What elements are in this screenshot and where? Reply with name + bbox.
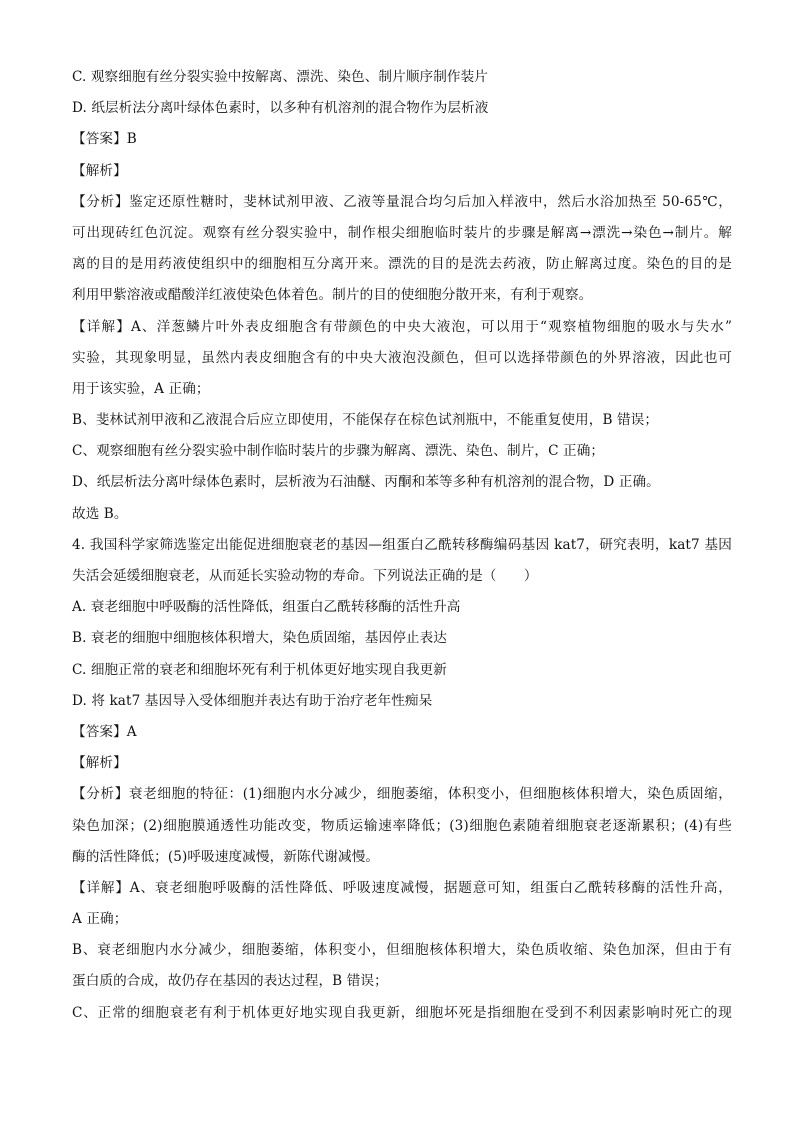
question-4-option-c: C. 细胞正常的衰老和细胞坏死有利于机体更好地实现自我更新 xyxy=(72,661,447,678)
detail-paragraph-line: B、衰老细胞内水分减少，细胞萎缩，体积变小，但细胞核体积增大，染色质收缩、染色加深，但由于有 xyxy=(72,942,732,959)
analysis-paragraph-line: 染色加深；(2)细胞膜通透性功能改变，物质运输速率降低；(3)细胞色素随着细胞衰老逐渐累积；(4)有些 xyxy=(72,817,732,834)
analysis-paragraph-line: 利用甲紫溶液或醋酸洋红液使染色体着色。制片的目的使细胞分散开来，有利于观察。 xyxy=(72,287,593,304)
question-4-option-b: B. 衰老的细胞中细胞核体积增大，染色质固缩，基因停止表达 xyxy=(72,630,447,647)
question-4-stem: 失活会延缓细胞衰老，从而延长实验动物的寿命。下列说法正确的是（ ） xyxy=(72,568,538,584)
analysis-heading: 【解析】 xyxy=(72,755,127,772)
analysis-paragraph-line: 离的目的是用药液使组织中的细胞相互分离开来。漂洗的目的是洗去药液，防止解离过度。染色的目的是 xyxy=(72,256,732,273)
detail-paragraph-line: 用于该实验，A 正确； xyxy=(72,380,210,397)
answer-label: 【答案】A xyxy=(72,723,137,740)
answer-label: 【答案】B xyxy=(72,131,137,148)
option-d: D. 纸层析法分离叶绿体色素时，以多种有机溶剂的混合物作为层析液 xyxy=(72,100,489,117)
analysis-paragraph-line: 【分析】鉴定还原性糖时，斐林试剂甲液、乙液等量混合均匀后加入样液中，然后水浴加热至 50-65℃， xyxy=(72,193,732,210)
detail-paragraph-line: A 正确； xyxy=(72,911,128,928)
analysis-paragraph-line: 酶的活性降低；(5)呼吸速度减慢，新陈代谢减慢。 xyxy=(72,848,380,865)
detail-paragraph-line: C、正常的细胞衰老有利于机体更好地实现自我更新，细胞坏死是指细胞在受到不利因素影响时死亡的现 xyxy=(72,1004,732,1021)
detail-paragraph-line: 【详解】A、洋葱鳞片叶外表皮细胞含有带颜色的中央大液泡，可以用于“观察植物细胞的吸水与失水” xyxy=(72,318,732,335)
detail-paragraph-line: D、纸层析法分离叶绿体色素时，层析液为石油醚、丙酮和苯等多种有机溶剂的混合物，D 正确。 xyxy=(72,474,660,491)
conclusion-line: 故选 B。 xyxy=(72,505,128,522)
detail-paragraph-line: B、斐林试剂甲液和乙液混合后应立即使用，不能保存在棕色试剂瓶中，不能重复使用，B 错误； xyxy=(72,412,659,429)
document-page xyxy=(72,62,732,1029)
detail-paragraph-line: C、观察细胞有丝分裂实验中制作临时装片的步骤为解离、漂洗、染色、制片，C 正确； xyxy=(72,443,605,460)
detail-paragraph-line: 实验，其现象明显，虽然内表皮细胞含有的中央大液泡没颜色，但可以选择带颜色的外界溶液，因此也可 xyxy=(72,349,732,366)
analysis-heading: 【解析】 xyxy=(72,162,127,179)
option-c: C. 观察细胞有丝分裂实验中按解离、漂洗、染色、制片顺序制作装片 xyxy=(72,69,488,85)
question-4-option-a: A. 衰老细胞中呼吸酶的活性降低，组蛋白乙酰转移酶的活性升高 xyxy=(72,599,461,616)
detail-paragraph-line: 蛋白质的合成，故仍存在基因的表达过程，B 错误； xyxy=(72,973,388,990)
detail-paragraph-line: 【详解】A、衰老细胞呼吸酶的活性降低、呼吸速度减慢，据题意可知，组蛋白乙酰转移酶的活性升高， xyxy=(72,879,732,896)
question-4-stem: 4. 我国科学家筛选鉴定出能促进细胞衰老的基因—组蛋白乙酰转移酶编码基因 kat7，研究表明，kat7 基因 xyxy=(72,536,732,553)
analysis-paragraph-line: 可出现砖红色沉淀。观察有丝分裂实验中，制作根尖细胞临时装片的步骤是解离→漂洗→染色→制片。解 xyxy=(72,224,732,241)
analysis-paragraph-line: 【分析】衰老细胞的特征：(1)细胞内水分减少，细胞萎缩，体积变小，但细胞核体积增大，染色质固缩， xyxy=(72,786,732,803)
question-4-option-d: D. 将 kat7 基因导入受体细胞并表达有助于治疗老年性痴呆 xyxy=(72,692,433,709)
